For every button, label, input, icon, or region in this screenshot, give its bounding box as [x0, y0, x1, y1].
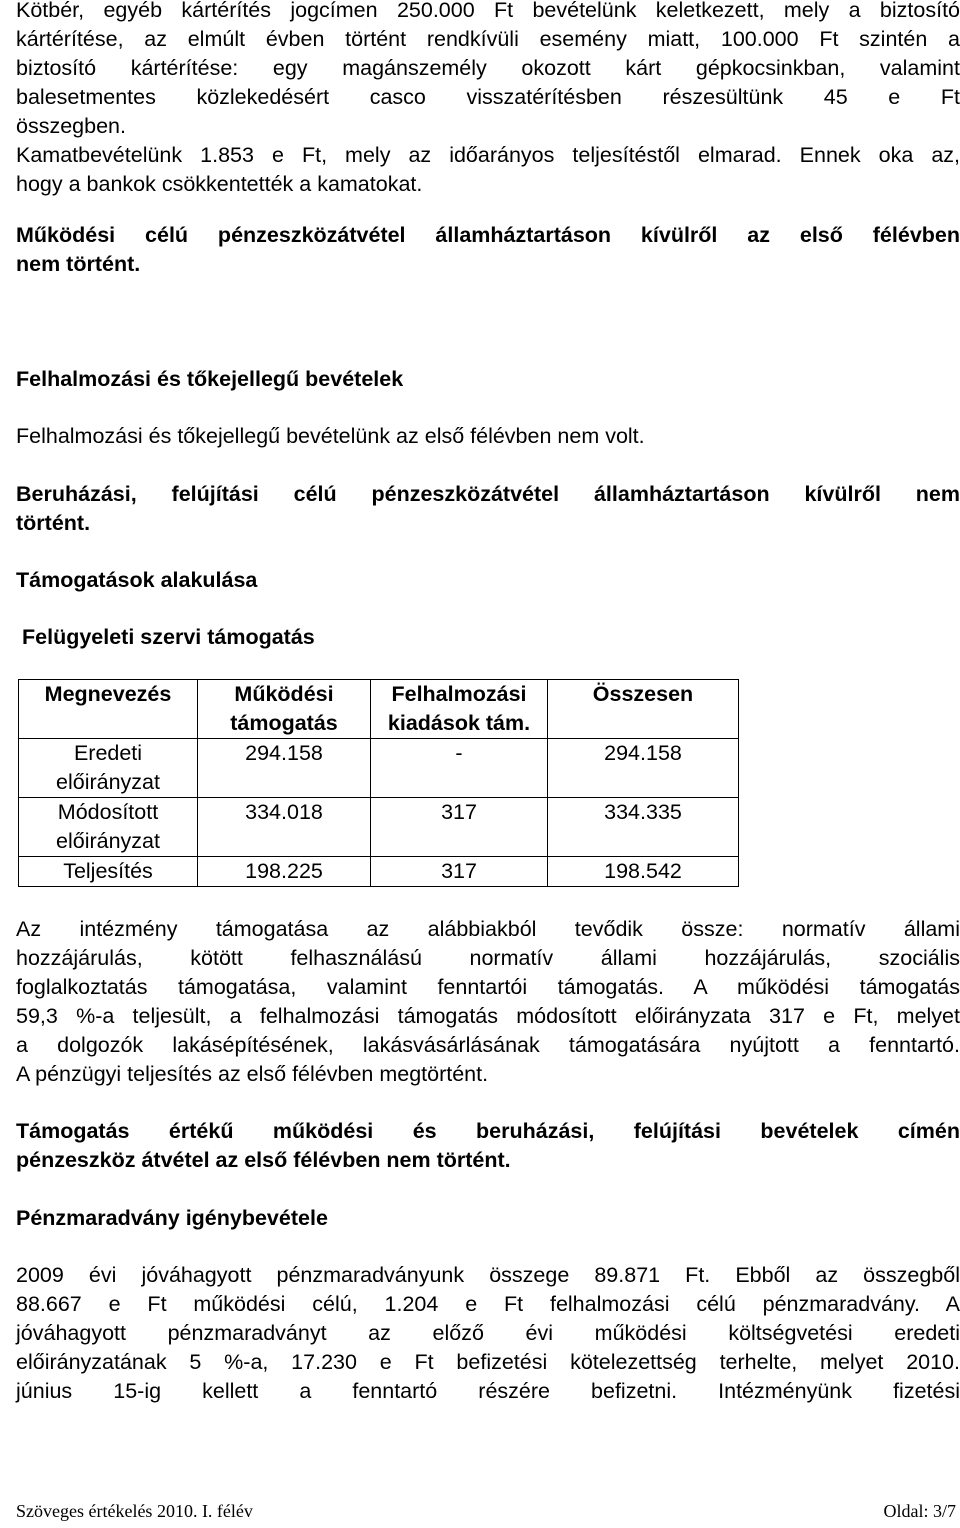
- footer-page-number: Oldal: 3/7: [883, 1501, 956, 1521]
- bold-statement-line: Működési célú pénzeszközátvétel államháztartáson kívülről az első félévben: [16, 223, 960, 247]
- paragraph-line: június 15-ig kellett a fenntartó részére befizetni. Intézményünk fizetési: [16, 1379, 960, 1403]
- section-heading: Felhalmozási és tőkejellegű bevételek: [16, 367, 404, 391]
- support-table: [18, 679, 739, 887]
- paragraph-line: jóváhagyott pénzmaradványt az előző évi működési költségvetési eredeti: [16, 1321, 960, 1345]
- paragraph-line: összegben.: [16, 114, 126, 138]
- paragraph-line: Felhalmozási és tőkejellegű bevételünk az első félévben nem volt.: [16, 424, 645, 448]
- table-row: [19, 857, 739, 887]
- paragraph-line: A pénzügyi teljesítés az első félévben megtörtént.: [16, 1062, 489, 1086]
- subsection-heading: Felügyeleti szervi támogatás: [22, 625, 315, 649]
- paragraph-line: Kötbér, egyéb kártérítés jogcímen 250.000 Ft bevételünk keletkezett, mely a biztosító: [16, 0, 960, 22]
- table-cell: 294.158: [548, 739, 739, 798]
- bold-statement-line: Beruházási, felújítási célú pénzeszközátvétel államháztartáson kívülről nem: [16, 482, 960, 506]
- paragraph-line: kártérítése, az elmúlt évben történt rendkívüli esemény miatt, 100.000 Ft szintén a: [16, 27, 960, 51]
- table-cell: 334.018: [198, 798, 371, 857]
- paragraph-line: biztosító kártérítése: egy magánszemély okozott kárt gépkocsinkban, valamint: [16, 56, 960, 80]
- column-header: Működési támogatás: [198, 680, 371, 739]
- column-header: Felhalmozási kiadások tám.: [371, 680, 548, 739]
- table-cell: Módosított előirányzat: [19, 798, 198, 857]
- footer-title: Szöveges értékelés 2010. I. félév: [16, 1501, 253, 1521]
- paragraph-line: előirányzatának 5 %-a, 17.230 e Ft befizetési kötelezettség terhelte, melyet 2010.: [16, 1350, 960, 1374]
- table-cell: 334.335: [548, 798, 739, 857]
- section-heading: Támogatások alakulása: [16, 568, 258, 592]
- table-cell: 198.542: [548, 857, 739, 887]
- table-row: [19, 798, 739, 857]
- table-cell: 317: [371, 798, 548, 857]
- paragraph-line: 2009 évi jóváhagyott pénzmaradványunk összege 89.871 Ft. Ebből az összegből: [16, 1263, 960, 1287]
- section-heading: Pénzmaradvány igénybevétele: [16, 1206, 328, 1230]
- table-cell: Eredeti előirányzat: [19, 739, 198, 798]
- paragraph-line: hozzájárulás, kötött felhasználású normatív állami hozzájárulás, szociális: [16, 946, 960, 970]
- paragraph-line: Az intézmény támogatása az alábbiakból tevődik össze: normatív állami: [16, 917, 960, 941]
- bold-statement-line: Támogatás értékű működési és beruházási, felújítási bevételek címén: [16, 1119, 960, 1143]
- paragraph-line: foglalkoztatás támogatása, valamint fenntartói támogatás. A működési támogatás: [16, 975, 960, 999]
- bold-statement-line: történt.: [16, 511, 91, 535]
- paragraph-line: hogy a bankok csökkentették a kamatokat.: [16, 172, 423, 196]
- column-header: Megnevezés: [19, 680, 198, 739]
- paragraph-line: balesetmentes közlekedésért casco visszatérítésben részesültünk 45 e Ft: [16, 85, 960, 109]
- table-cell: -: [371, 739, 548, 798]
- table-cell: 294.158: [198, 739, 371, 798]
- paragraph-line: 59,3 %-a teljesült, a felhalmozási támogatás módosított előirányzata 317 e Ft, melyet: [16, 1004, 960, 1028]
- paragraph-line: a dolgozók lakásépítésének, lakásvásárlásának támogatására nyújtott a fenntartó.: [16, 1033, 960, 1057]
- bold-statement-line: pénzeszköz átvétel az első félévben nem történt.: [16, 1148, 511, 1172]
- table-row: [19, 739, 739, 798]
- table-header-row: [19, 680, 739, 739]
- column-header: Összesen: [548, 680, 739, 739]
- bold-statement-line: nem történt.: [16, 252, 141, 276]
- table-cell: 198.225: [198, 857, 371, 887]
- paragraph-line: 88.667 e Ft működési célú, 1.204 e Ft felhalmozási célú pénzmaradvány. A: [16, 1292, 960, 1316]
- table-cell: Teljesítés: [19, 857, 198, 887]
- paragraph-line: Kamatbevételünk 1.853 e Ft, mely az időarányos teljesítéstől elmarad. Ennek oka az,: [16, 143, 960, 167]
- table-cell: 317: [371, 857, 548, 887]
